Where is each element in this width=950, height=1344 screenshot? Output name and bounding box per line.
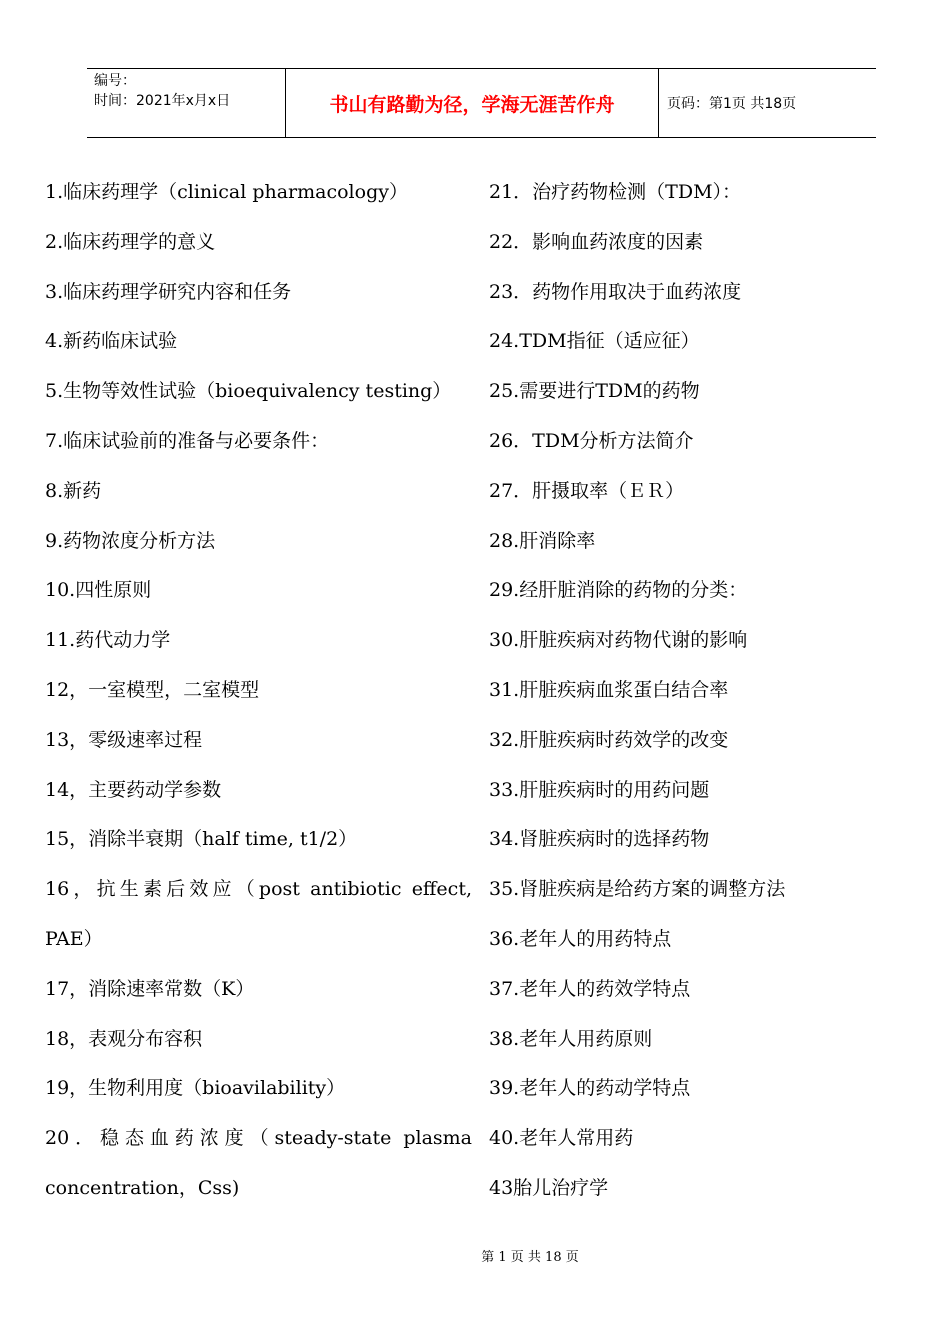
list-item: 43胎儿治疗学 — [489, 1176, 609, 1199]
list-item: 39.老年人的药动学特点 — [489, 1077, 691, 1100]
list-item: 20．稳态血药浓度（steady-state plasma concentration，Css) — [45, 1127, 472, 1199]
list-item: 36.老年人的用药特点 — [489, 927, 672, 950]
list-item: 2.临床药理学的意义 — [45, 230, 216, 253]
list-item: 40.老年人常用药 — [489, 1127, 634, 1150]
list-item: 4.新药临床试验 — [45, 330, 178, 353]
list-item: 3.临床药理学研究内容和任务 — [45, 280, 292, 303]
list-item: 34.肾脏疾病时的选择药物 — [489, 828, 710, 851]
list-item: 1.临床药理学（clinical pharmacology） — [45, 181, 408, 203]
list-item: 35.肾脏疾病是给药方案的调整方法 — [489, 878, 786, 901]
list-item: 11.药代动力学 — [45, 629, 171, 652]
list-item: 13，零级速率过程 — [45, 728, 203, 751]
list-item: 8.新药 — [45, 479, 102, 502]
number-label: 编号： — [94, 73, 136, 89]
left-column — [45, 168, 472, 1214]
list-item: 25.需要进行TDM的药物 — [489, 380, 700, 403]
list-item: 30.肝脏疾病对药物代谢的影响 — [489, 629, 748, 652]
list-item: 27．肝摄取率（ＥＲ） — [489, 479, 685, 502]
list-item: 28.肝消除率 — [489, 529, 596, 552]
list-item: 15，消除半衰期（half time, t1/2） — [45, 828, 358, 851]
list-item: 17，消除速率常数（K） — [45, 977, 255, 1000]
list-item: 38.老年人用药原则 — [489, 1027, 653, 1050]
list-item: 9.药物浓度分析方法 — [45, 529, 216, 552]
list-item: 19，生物利用度（bioavilability） — [45, 1077, 346, 1100]
time-label: 时间：2021年x月x日 — [94, 93, 231, 109]
list-item: 16，抗生素后效应（post antibiotic effect, PAE） — [45, 878, 472, 950]
list-item: 26．TDM分析方法简介 — [489, 429, 694, 452]
list-item: 14，主要药动学参数 — [45, 778, 222, 801]
list-item: 33.肝脏疾病时的用药问题 — [489, 778, 710, 801]
header-motto: 书山有路勤为径，学海无涯苦作舟 — [286, 69, 659, 137]
list-item: 12，一室模型，二室模型 — [45, 678, 260, 701]
header-meta — [87, 69, 286, 137]
page-footer: 第 1 页 共 18 页 — [481, 1250, 579, 1265]
list-item: 10.四性原则 — [45, 579, 152, 602]
page-header — [87, 68, 876, 138]
list-item: 24.TDM指征（适应征） — [489, 330, 700, 353]
list-item: 18，表观分布容积 — [45, 1027, 203, 1050]
list-item: 5.生物等效性试验（bioequivalency testing） — [45, 380, 452, 403]
list-item: 31.肝脏疾病血浆蛋白结合率 — [489, 678, 729, 701]
header-page-label: 页码：第1页 共18页 — [667, 96, 797, 112]
list-item: 7.临床试验前的准备与必要条件： — [45, 429, 330, 452]
list-item: 23．药物作用取决于血药浓度 — [489, 280, 742, 303]
list-item: 32.肝脏疾病时药效学的改变 — [489, 728, 729, 751]
right-column — [489, 168, 909, 1214]
list-item: 22．影响血药浓度的因素 — [489, 230, 704, 253]
list-item: 29.经肝脏消除的药物的分类： — [489, 579, 748, 602]
list-item: 37.老年人的药效学特点 — [489, 977, 691, 1000]
list-item: 21．治疗药物检测（TDM）： — [489, 181, 742, 203]
